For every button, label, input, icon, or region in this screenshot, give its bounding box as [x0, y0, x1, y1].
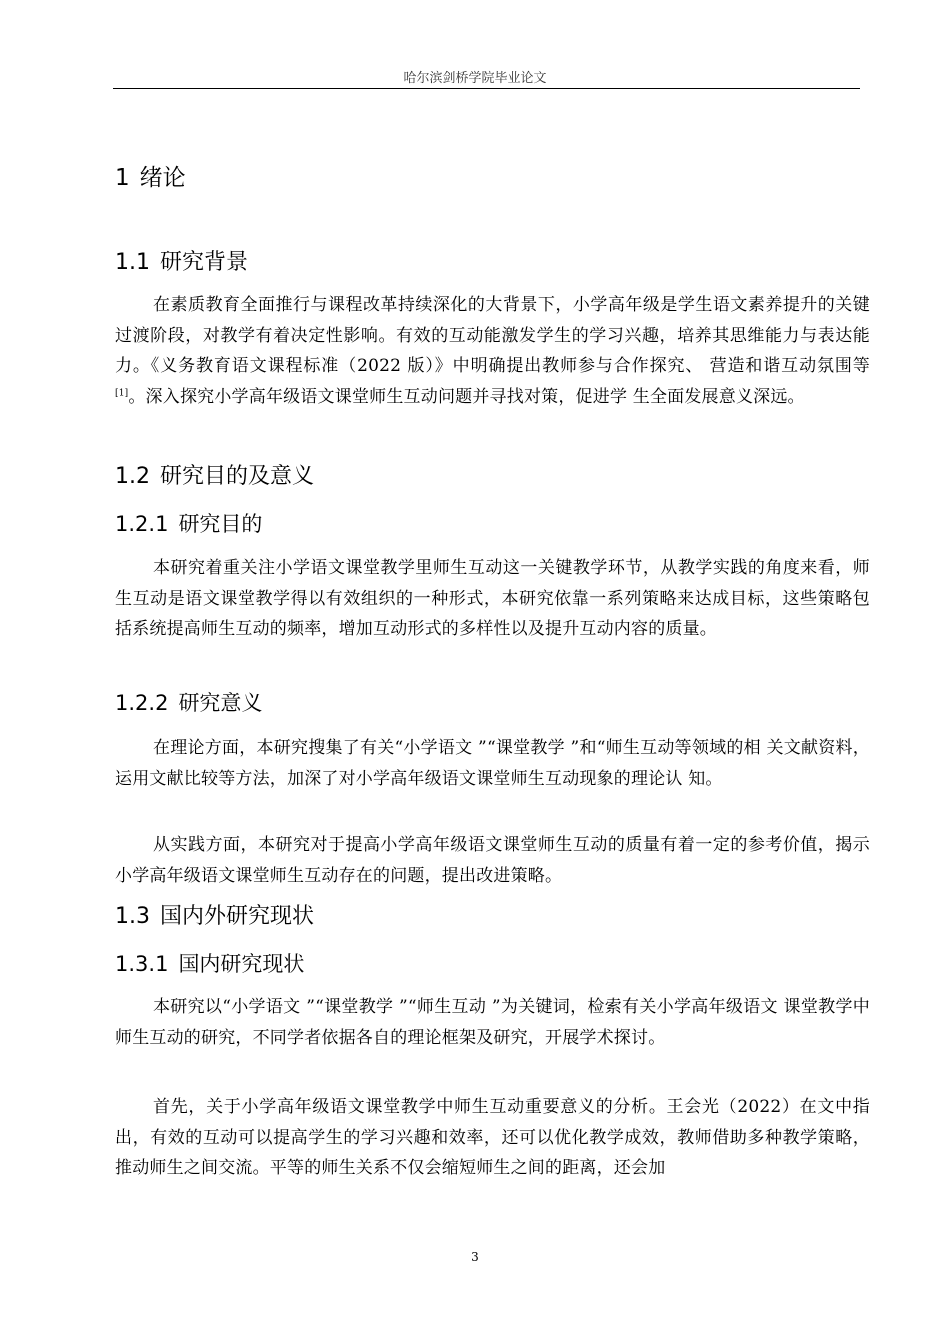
chapter-title: 绪论	[139, 165, 186, 191]
running-header: 哈尔滨剑桥学院毕业论文	[403, 71, 547, 86]
section-number: 1.1	[115, 250, 150, 275]
page-number: 3	[471, 1250, 479, 1264]
paragraph-text: 。深入探究小学高年级语文课堂师生互动问题并寻找对策，促进学 生全面发展意义深远。	[128, 386, 805, 407]
section-heading-1-3-1	[115, 954, 304, 975]
section-heading-1-3	[115, 906, 314, 928]
section-heading-1-1	[115, 252, 248, 274]
paragraph-domestic-intro: 本研究以“小学语文 ”“课堂教学 ”“师生互动 ”为关键词，检索有关小学高年级语文 课堂教学中师生互动的研究，不同学者依据各自的理论框架及研究，开展学术探讨。	[115, 997, 870, 1048]
section-title: 研究目的	[178, 512, 263, 536]
paragraph-domestic-first: 首先，关于小学高年级语文课堂教学中师生互动重要意义的分析。王会光（2022）在文中指出，有效的互动可以提高学生的学习兴趣和效率，还可以优化教学成效，教师借助多种教学策略，推动师生之间交流。平等的师生关系不仅会缩短师生之间的距离，还会加	[115, 1097, 870, 1178]
section-title: 研究背景	[160, 250, 249, 275]
section-heading-1-2-2	[115, 693, 262, 714]
section-title: 研究意义	[178, 691, 263, 715]
section-number: 1.2	[115, 464, 150, 489]
section-heading-1-2	[115, 466, 314, 488]
section-title: 国内外研究现状	[160, 904, 315, 929]
chapter-heading	[115, 167, 186, 190]
section-number: 1.3.1	[115, 952, 169, 976]
paragraph-purpose: 本研究着重关注小学语文课堂教学里师生互动这一关键教学环节，从教学实践的角度来看，师生互动是语文课堂教学得以有效组织的一种形式，本研究依靠一系列策略来达成目标，这些策略包括系统提高师生互动的频率，增加互动形式的多样性以及提升互动内容的质量。	[115, 558, 870, 639]
paragraph-background	[115, 290, 870, 412]
paragraph-significance-theory: 在理论方面，本研究搜集了有关“小学语文 ”“课堂教学 ”和“师生互动等领域的相 关文献资料，运用文献比较等方法，加深了对小学高年级语文课堂师生互动现象的理论认 知。	[115, 738, 870, 789]
section-title: 研究目的及意义	[160, 464, 315, 489]
paragraph-significance-practice: 从实践方面，本研究对于提高小学高年级语文课堂师生互动的质量有着一定的参考价值，揭示小学高年级语文课堂师生互动存在的问题，提出改进策略。	[115, 835, 870, 886]
citation-ref: [1]	[115, 387, 129, 398]
section-number: 1.2.2	[115, 691, 169, 715]
section-title: 国内研究现状	[178, 952, 305, 976]
section-number: 1.2.1	[115, 512, 169, 536]
paragraph-text: 在素质教育全面推行与课程改革持续深化的大背景下，小学高年级是学生语文素养提升的关键过渡阶段，对教学有着决定性影响。有效的互动能激发学生的学习兴趣，培养其思维能力与表达能力。《义务教育语文课程标准（2022 版）》中明确提出教师参与合作探究、 营造和谐互动氛围等	[115, 295, 870, 376]
section-number: 1.3	[115, 904, 150, 929]
section-heading-1-2-1	[115, 514, 262, 535]
chapter-number: 1	[115, 165, 130, 191]
header-rule	[113, 88, 860, 89]
